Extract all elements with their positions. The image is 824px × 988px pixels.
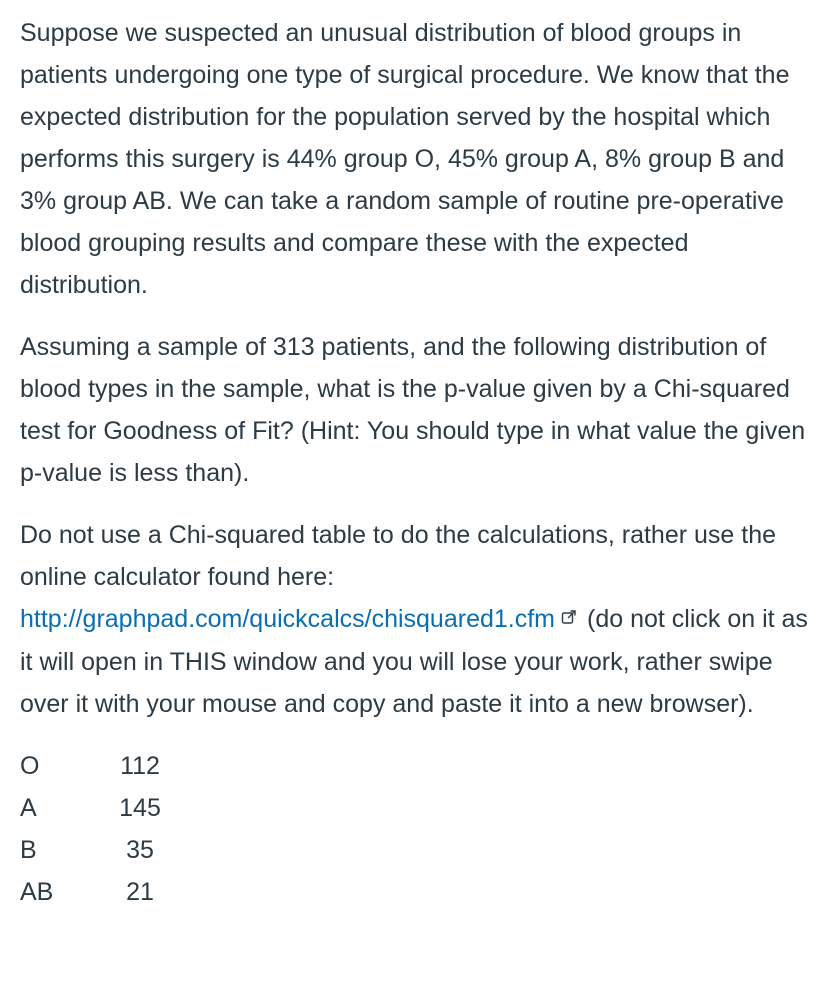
question-paragraph-instructions <box>20 514 810 725</box>
table-row <box>20 871 188 913</box>
blood-group-count: 112 <box>120 752 160 781</box>
blood-group-count: 35 <box>126 836 154 865</box>
table-row <box>20 829 188 871</box>
question-content <box>20 12 810 913</box>
blood-group-label: O <box>20 752 40 781</box>
blood-group-label: A <box>20 794 37 823</box>
table-row <box>20 787 188 829</box>
table-row <box>20 745 188 787</box>
blood-group-label: B <box>20 836 37 865</box>
external-link-icon <box>561 596 577 638</box>
calculator-link[interactable] <box>20 605 587 633</box>
instructions-text-after: (do not click on it as it will open in THIS window and you will lose your work, rather swipe over it with your mouse and copy and paste it into a new browser). <box>20 605 808 719</box>
question-paragraph-intro: Suppose we suspected an unusual distribution of blood groups in patients undergoing one type of surgical procedure. We know that the expected distribution for the population served by the hospital which performs this surgery is 44% group O, 45% group A, 8% group B and 3% group AB. We can take a random sample of routine pre-operative blood grouping results and compare these with the expected distribution. <box>20 19 790 299</box>
calculator-link-text: http://graphpad.com/quickcalcs/chisquared1.cfm <box>20 605 555 633</box>
blood-group-count: 145 <box>119 794 161 823</box>
blood-group-table <box>20 745 188 913</box>
blood-group-label: AB <box>20 878 54 907</box>
question-paragraph-prompt: Assuming a sample of 313 patients, and the following distribution of blood types in the sample, what is the p-value given by a Chi-squared test for Goodness of Fit? (Hint: You should type in what value the given p-value is less than). <box>20 333 806 487</box>
blood-group-count: 21 <box>126 878 154 907</box>
instructions-text-before: Do not use a Chi-squared table to do the calculations, rather use the online calculator found here: <box>20 521 777 591</box>
